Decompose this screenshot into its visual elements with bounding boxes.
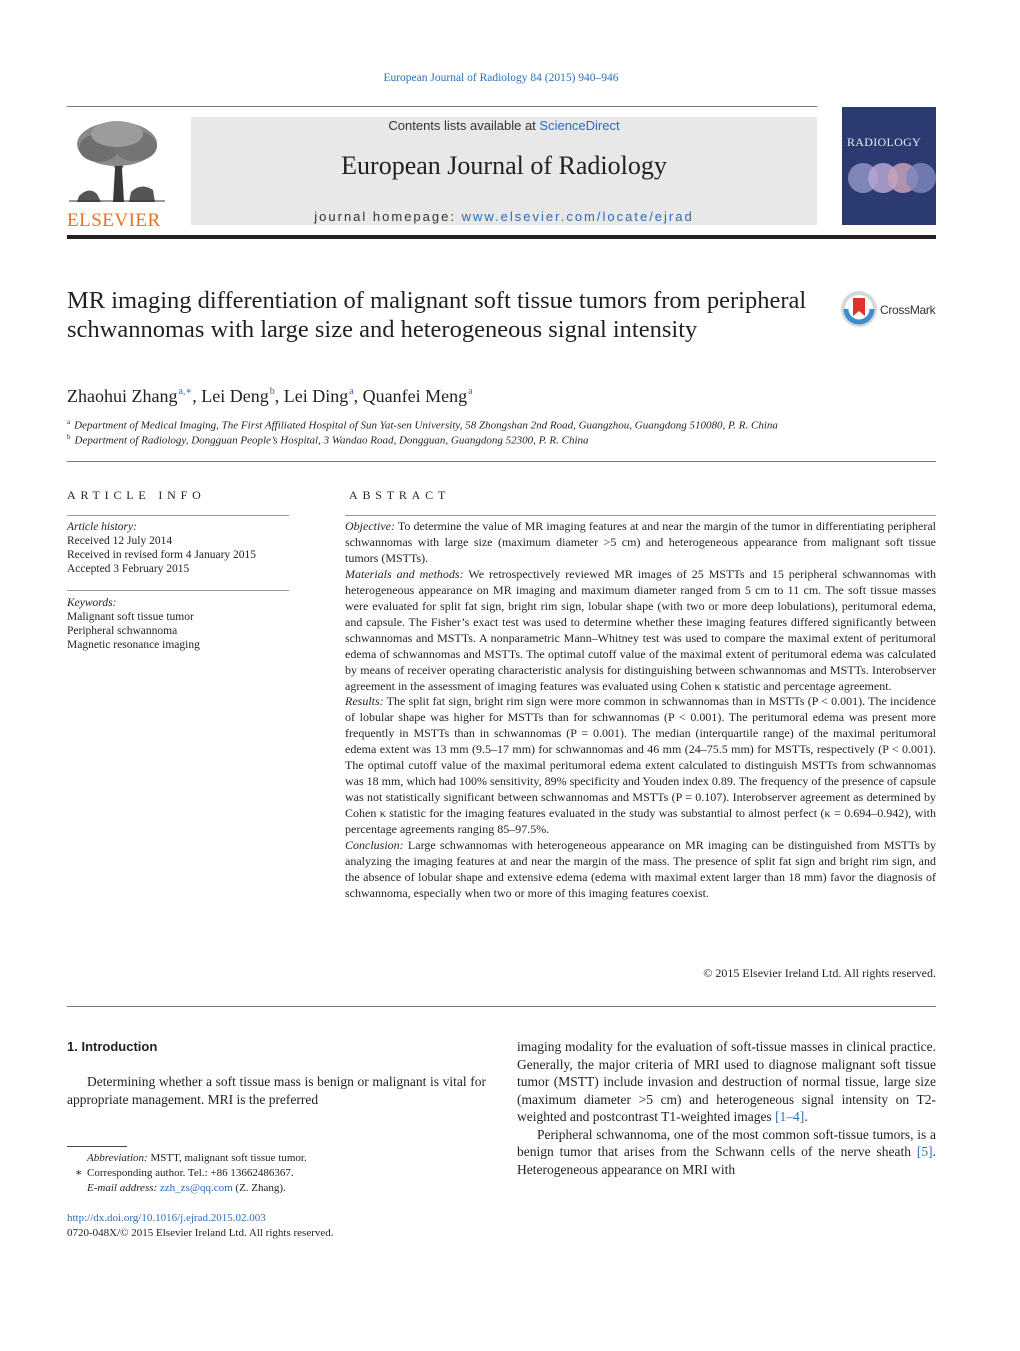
affiliation-text: Department of Radiology, Dongguan People’s Hospital, 3 Wandao Road, Dongguan, Guangdong 52300, P. R. China	[74, 434, 589, 447]
affiliation-mark: a	[67, 418, 71, 426]
abstract-copyright: © 2015 Elsevier Ireland Ltd. All rights reserved.	[703, 966, 936, 980]
article-title: MR imaging differentiation of malignant soft tissue tumors from peripheral schwannomas with large size and heterogeneous signal intensity	[67, 287, 807, 343]
contents-line	[191, 117, 817, 133]
email-label: E-mail address:	[87, 1182, 158, 1194]
introduction-heading: 1. Introduction	[67, 1039, 158, 1054]
abstract-results	[345, 694, 936, 838]
elsevier-tree-icon	[69, 116, 165, 202]
reference-link[interactable]: [1–4]	[775, 1109, 805, 1124]
abbreviation-label: Abbreviation:	[87, 1152, 148, 1164]
results-label: Results:	[345, 694, 384, 709]
abbreviation-text: MSTT, malignant soft tissue tumor.	[147, 1152, 307, 1164]
contents-prefix: Contents lists available at	[388, 118, 540, 133]
article-info-heading: ARTICLE INFO	[67, 488, 206, 502]
sciencedirect-link[interactable]: ScienceDirect	[539, 118, 620, 133]
author-separator: ,	[353, 386, 363, 406]
email-footnote	[67, 1181, 487, 1196]
affiliation-text: Department of Medical Imaging, The First Affiliated Hospital of Sun Yat-sen University, 58 Zhongshan 2nd Road, Guangzhou, Guangdong 510080, P. R. China	[74, 419, 778, 432]
author-affil-mark[interactable]: a,∗	[178, 386, 193, 397]
doi-link[interactable]: http://dx.doi.org/10.1016/j.ejrad.2015.02.003	[67, 1212, 266, 1224]
intro-paragraph: Determining whether a soft tissue mass is benign or malignant is vital for appropriate management. MRI is the preferred	[67, 1074, 486, 1107]
keyword: Malignant soft tissue tumor	[67, 611, 194, 623]
header-thick-rule	[67, 235, 936, 239]
accepted-date: Accepted 3 February 2015	[67, 563, 190, 575]
keywords-label: Keywords:	[67, 597, 117, 609]
methods-label: Materials and methods:	[345, 566, 464, 581]
homepage-link[interactable]: www.elsevier.com/locate/ejrad	[461, 209, 694, 224]
intro-text: . Heterogeneous appearance on MRI with	[517, 1144, 936, 1177]
intro-text: Peripheral schwannoma, one of the most common soft-tissue tumors, is a benign tumor that arises from the Schwann cells of the nerve sheath	[517, 1126, 936, 1159]
author-affil-mark[interactable]: a	[349, 386, 354, 397]
crossmark-label: CrossMark	[880, 303, 936, 317]
intro-paragraph	[517, 1038, 936, 1126]
footnotes	[67, 1151, 487, 1196]
abstract-body	[345, 519, 936, 902]
reference-link[interactable]: [5]	[916, 1144, 933, 1159]
article-history	[67, 520, 289, 576]
abstract-objective	[345, 519, 936, 567]
article-info-rule	[67, 515, 289, 516]
intro-left-column	[67, 1073, 486, 1108]
objective-text: To determine the value of MR imaging features at and near the margin of the tumor in differentiating peripheral schwannomas with large size (maximum diameter >5 cm) and heterogeneous appearance from malignant soft tissue tumors (MSTTs).	[345, 519, 936, 565]
intro-text: imaging modality for the evaluation of soft-tissue masses in clinical practice. Generally, the major criteria of MRI used to diagnose malignant soft tissue tumor (MSTT) include invasion and destruction of normal tissue, large size (maximum diameter >5 cm) and heterogeneous signal intensity on T2-weighted and postcontrast T1-weighted images	[517, 1039, 936, 1124]
results-text: The split fat sign, bright rim sign were more common in schwannomas than in MSTTs (P < 0.001). The incidence of lobular shape was higher for MSTTs than for schwannomas (P < 0.001). The peritumoral edema was present more frequently in MSTTs than in schwannomas (P = 0.001). The median (interquartile range) of the maximal peritumoral edema extent was 13 mm (9.5–17 mm) for schwannomas and 46 mm (24–75.5 mm) for MSTTs, respectively (P < 0.001). The optimal cutoff value of the maximal peritumoral edema extent calculated to distinguish MSTTs from schwannomas was 18 mm, which had 100% sensitivity, 89% specificity and Youden index 0.89. The frequency of the presence of capsule was not statistically significant between schwannomas and MSTTs (P = 0.107). Interobserver agreement as determined by Cohen κ statistic for the imaging features evaluated in the study was substantial to almost perfect (κ = 0.694–0.942), with percentage agreements ranging 85–97.5%.	[345, 694, 936, 837]
affiliation	[67, 433, 589, 447]
cover-title: RADIOLOGY	[847, 135, 922, 149]
doi-block	[67, 1211, 334, 1241]
author-affil-mark[interactable]: a	[468, 386, 473, 397]
abbreviation-footnote	[67, 1151, 487, 1166]
article-info-rule	[67, 590, 289, 591]
abstract-methods	[345, 567, 936, 695]
journal-citation[interactable]: European Journal of Radiology 84 (2015) 940–946	[383, 72, 619, 84]
body-divider	[67, 1006, 936, 1007]
homepage-line	[191, 209, 817, 224]
conclusion-text: Large schwannomas with heterogeneous appearance on MR imaging can be distinguished from MSTTs by analyzing the imaging features at and near the margin of the mass. The presence of split fat sign and bright rim sign, and the absence of lobular shape and extensive edema (edema with maximal extent larger than 18 mm) favor the diagnosis of schwannoma, especially when two or more of this imaging features coexist.	[345, 838, 936, 900]
journal-banner	[191, 117, 817, 225]
author-name[interactable]: Lei Deng	[201, 386, 269, 406]
issn-line: 0720-048X/© 2015 Elsevier Ireland Ltd. All rights reserved.	[67, 1227, 334, 1239]
corresponding-mark: ∗	[75, 1167, 83, 1179]
header-divider	[67, 106, 817, 107]
homepage-prefix: journal homepage:	[314, 209, 462, 224]
corresponding-text: Corresponding author. Tel.: +86 13662486367.	[87, 1167, 294, 1179]
abstract-heading: ABSTRACT	[349, 488, 451, 502]
keyword: Magnetic resonance imaging	[67, 639, 200, 651]
intro-right-column	[517, 1038, 936, 1178]
journal-cover-image[interactable]	[842, 107, 936, 225]
author-affil-mark[interactable]: b	[269, 386, 275, 397]
author-name[interactable]: Quanfei Meng	[362, 386, 468, 406]
author-name[interactable]: Lei Ding	[283, 386, 349, 406]
abstract-conclusion	[345, 838, 936, 902]
affiliation	[67, 418, 778, 432]
history-label: Article history:	[67, 521, 137, 533]
keyword: Peripheral schwannoma	[67, 625, 178, 637]
journal-name: European Journal of Radiology	[341, 151, 667, 180]
affiliation-mark: b	[67, 433, 71, 441]
crossmark-badge[interactable]	[840, 290, 940, 330]
revised-date: Received in revised form 4 January 2015	[67, 549, 257, 561]
received-date: Received 12 July 2014	[67, 535, 173, 547]
cover-decoration	[906, 163, 936, 193]
author-separator: ,	[274, 386, 284, 406]
email-link[interactable]: zzh_zs@qq.com	[159, 1182, 233, 1194]
objective-label: Objective:	[345, 519, 395, 533]
intro-text: .	[804, 1109, 808, 1124]
crossmark-icon	[840, 290, 878, 328]
abstract-rule	[345, 515, 936, 516]
elsevier-wordmark: ELSEVIER	[67, 210, 161, 231]
elsevier-logo[interactable]	[67, 116, 167, 231]
author-list	[67, 386, 473, 407]
methods-text: We retrospectively reviewed MR images of 25 MSTTs and 15 peripheral schwannomas with heterogeneous appearance on MR imaging and maximum diameter ranged from 5 cm to 11 cm. The soft tissue masses were evaluated for split fat sign, bright rim sign, lobular shape (with two or more deep lobulations), peritumoral edema, and capsule. The Fisher’s exact test was used to determine whether these imaging features differed significantly between schwannomas and MSTTs. A nonparametric Mann–Whitney test was used to compare the maximal extent of peritumoral edema of schwannomas and MSTTs. The optimal cutoff value of the maximal extent of peritumoral edema was calculated by means of receiver operating characteristic analysis for distinguishing between schwannomas and MSTTs. Interobserver agreement in the assessment of imaging features was evaluated using Cohen κ statistic and percentage agreement.	[345, 566, 936, 693]
email-suffix: (Z. Zhang).	[232, 1182, 286, 1194]
author-separator: ,	[192, 386, 202, 406]
corresponding-footnote	[67, 1166, 487, 1181]
keywords-block	[67, 596, 289, 652]
footnote-rule	[67, 1146, 127, 1147]
author-name[interactable]: Zhaohui Zhang	[67, 386, 178, 406]
conclusion-label: Conclusion:	[345, 838, 404, 853]
intro-paragraph	[517, 1126, 936, 1179]
section-divider	[67, 461, 936, 462]
